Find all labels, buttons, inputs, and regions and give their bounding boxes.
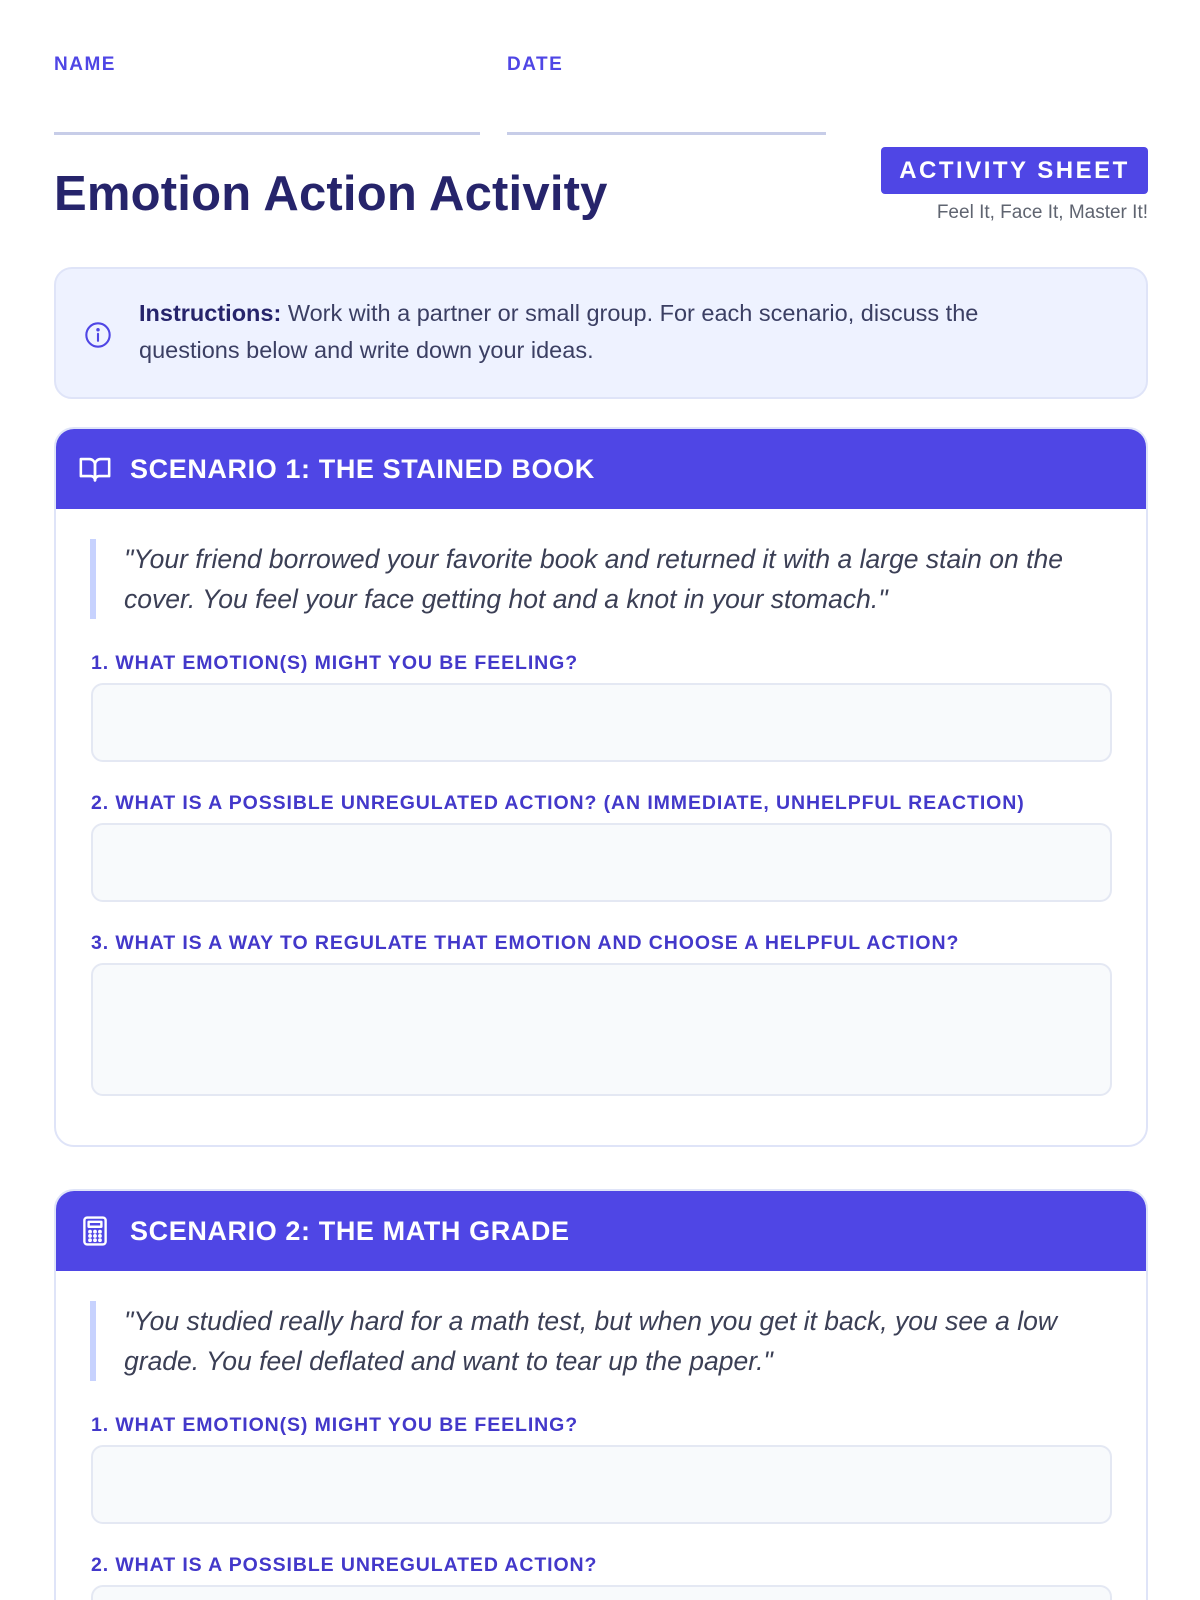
instructions-panel: [54, 267, 1148, 399]
instructions-label: Instructions:: [139, 300, 282, 326]
book-open-icon: [78, 452, 112, 486]
scenario-card-2: [54, 1189, 1148, 1600]
instructions-text: [139, 295, 1056, 369]
scenario-2-answer-1[interactable]: [91, 1445, 1112, 1524]
scenario-2-question-1: 1. WHAT EMOTION(S) MIGHT YOU BE FEELING?: [91, 1414, 579, 1436]
info-icon: [84, 321, 112, 349]
scenario-1-quote: "Your friend borrowed your favorite book and returned it with a large stain on the cover. You feel your face getting hot and a knot in your stomach.": [90, 539, 1112, 619]
scenario-1-answer-3[interactable]: [91, 963, 1112, 1096]
scenario-2-question-2: 2. WHAT IS A POSSIBLE UNREGULATED ACTION?: [91, 1554, 598, 1576]
date-field[interactable]: [507, 54, 826, 76]
scenario-1-question-2: 2. WHAT IS A POSSIBLE UNREGULATED ACTION? (AN IMMEDIATE, UNHELPFUL REACTION): [91, 792, 1025, 814]
name-label: NAME: [54, 54, 116, 75]
date-line: [507, 132, 826, 135]
tagline: Feel It, Face It, Master It!: [936, 202, 1148, 223]
scenario-2-header: [56, 1191, 1146, 1271]
page-title: Emotion Action Activity: [54, 167, 608, 221]
calculator-icon: [78, 1214, 112, 1248]
scenario-2-answer-2[interactable]: [91, 1585, 1112, 1600]
scenario-1-answer-2[interactable]: [91, 823, 1112, 902]
instructions-body: Work with a partner or small group. For each scenario, discuss the questions below and write down your ideas.: [139, 300, 979, 363]
scenario-2-quote: "You studied really hard for a math test, but when you get it back, you see a low grade. You feel deflated and want to tear up the paper.": [90, 1301, 1112, 1381]
activity-sheet-badge: ACTIVITY SHEET: [881, 147, 1148, 194]
scenario-1-header: [56, 429, 1146, 509]
scenario-1-question-3: 3. WHAT IS A WAY TO REGULATE THAT EMOTION AND CHOOSE A HELPFUL ACTION?: [91, 932, 960, 954]
scenario-card-1: [54, 427, 1148, 1147]
name-line: [54, 132, 480, 135]
date-label: DATE: [507, 54, 564, 75]
scenario-1-answer-1[interactable]: [91, 683, 1112, 762]
scenario-1-question-1: 1. WHAT EMOTION(S) MIGHT YOU BE FEELING?: [91, 652, 579, 674]
student-info-fields: [54, 54, 1148, 138]
name-field[interactable]: [54, 54, 480, 76]
scenario-1-title: SCENARIO 1: THE STAINED BOOK: [130, 453, 595, 484]
scenario-2-title: SCENARIO 2: THE MATH GRADE: [130, 1215, 570, 1246]
